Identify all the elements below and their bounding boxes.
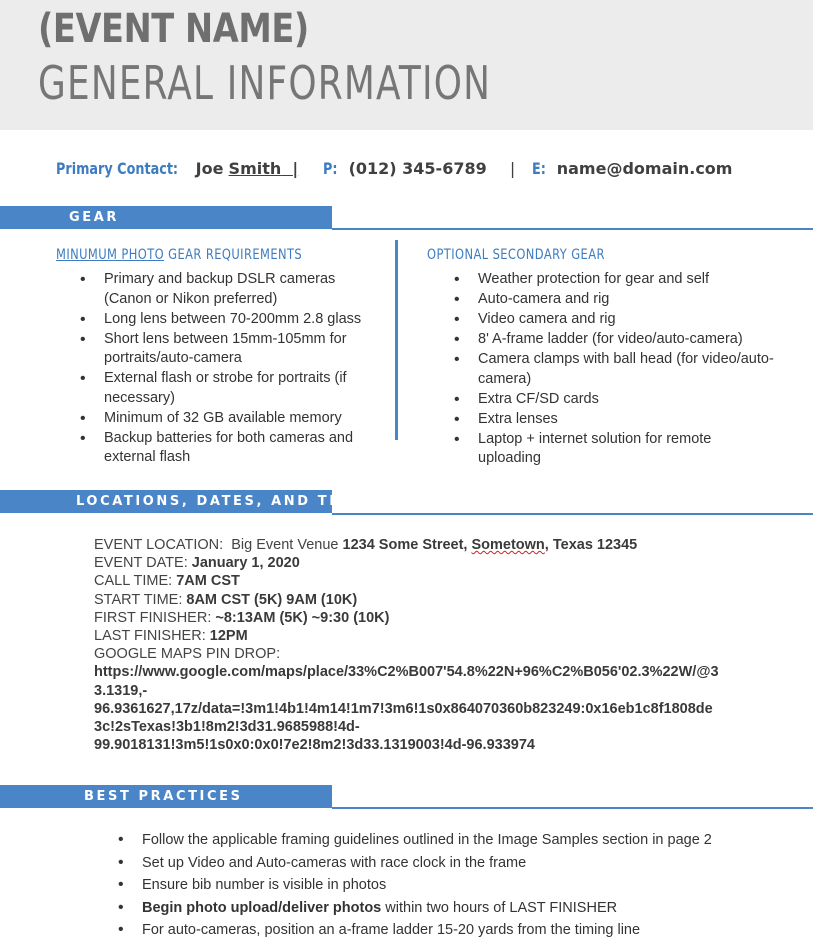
- list-item: • Follow the applicable framing guidelines outlined in the Image Samples section in page 2: [118, 829, 712, 852]
- gear-section-rule: [332, 228, 813, 230]
- list-item: • Backup batteries for both cameras and external flash: [80, 429, 380, 468]
- google-maps-url-line: 3c!2sTexas!3b1!8m2!3d31.9685988!4d-: [94, 719, 360, 736]
- email-label: E:: [532, 159, 547, 178]
- list-item: • Short lens between 15mm-105mm for portraits/auto-camera: [80, 330, 380, 369]
- google-maps-url-line: 99.9018131!3m5!1s0x0:0x0!7e2!8m2!3d33.1319003!4d-96.933974: [94, 737, 535, 754]
- email-address: name@domain.com: [556, 159, 733, 178]
- list-item: • Camera clamps with ball head (for video/auto-camera): [454, 350, 774, 389]
- list-item: • Auto-camera and rig: [454, 290, 774, 310]
- list-item: • Begin photo upload/deliver photos within two hours of LAST FINISHER: [118, 897, 712, 920]
- list-item: • Extra CF/SD cards: [454, 390, 774, 410]
- list-item: • Long lens between 70-200mm 2.8 glass: [80, 310, 380, 330]
- document-header: [0, 0, 813, 130]
- primary-contact-label: Primary Contact:: [56, 159, 179, 178]
- minimum-gear-heading: MINUMUM PHOTO GEAR REQUIREMENTS: [56, 247, 303, 263]
- list-item: • For auto-cameras, position an a-frame ladder 15-20 yards from the timing line: [118, 919, 712, 942]
- contact-name-first: Joe: [195, 159, 224, 178]
- column-divider: [395, 240, 398, 440]
- first-finisher-row: FIRST FINISHER: ~8:13AM (5K) ~9:30 (10K): [94, 609, 390, 626]
- phone-number: (012) 345-6789: [348, 159, 487, 178]
- phone-label: P:: [323, 159, 338, 178]
- event-date-row: EVENT DATE: January 1, 2020: [94, 555, 300, 572]
- locations-section-title: LOCATIONS, DATES, AND TIMES: [76, 494, 376, 509]
- last-finisher-row: LAST FINISHER: 12PM: [94, 628, 248, 645]
- list-item: • Weather protection for gear and self: [454, 270, 774, 290]
- best-practices-section-title: BEST PRACTICES: [84, 789, 243, 804]
- google-maps-url-line: https://www.google.com/maps/place/33%C2%B007'54.8%22N+96%C2%B056'02.3%22W/@3: [94, 664, 719, 681]
- gear-section-title: GEAR: [69, 210, 120, 225]
- list-item: • Set up Video and Auto-cameras with race clock in the frame: [118, 852, 712, 875]
- optional-gear-heading: OPTIONAL SECONDARY GEAR: [427, 247, 605, 263]
- list-item: • Primary and backup DSLR cameras (Canon or Nikon preferred): [80, 270, 380, 309]
- google-maps-url-line: 3.1319,-: [94, 682, 148, 699]
- optional-gear-list: [454, 270, 774, 469]
- list-item: • Laptop + internet solution for remote uploading: [454, 430, 774, 469]
- best-practices-section-rule: [332, 807, 813, 809]
- list-item: • Minimum of 32 GB available memory: [80, 409, 380, 429]
- google-maps-label: GOOGLE MAPS PIN DROP:: [94, 646, 281, 663]
- event-name-title: (EVENT NAME): [38, 6, 309, 52]
- contact-line: [56, 159, 732, 178]
- locations-details: [94, 536, 734, 754]
- divider-2: |: [509, 159, 516, 178]
- event-location-row: EVENT LOCATION: Big Event Venue 1234 Some Street, Sometown, Texas 12345: [94, 537, 638, 553]
- google-maps-url-line: 96.9361627,17z/data=!3m1!4b1!4m14!1m7!3m6!1s0x864070360b823249:0x16eb1c8f1808de: [94, 700, 713, 717]
- call-time-row: CALL TIME: 7AM CST: [94, 573, 240, 590]
- list-item: • Extra lenses: [454, 410, 774, 430]
- list-item: • 8' A-frame ladder (for video/auto-camera): [454, 330, 774, 350]
- locations-section-rule: [332, 513, 813, 515]
- list-item: • Ensure bib number is visible in photos: [118, 874, 712, 897]
- list-item: • Video camera and rig: [454, 310, 774, 330]
- gear-section-bar: [0, 206, 332, 229]
- list-item: • External flash or strobe for portraits (if necessary): [80, 369, 380, 408]
- minimum-gear-list: [80, 270, 380, 468]
- contact-name-last: Smith |: [228, 159, 299, 178]
- general-information-title: GENERAL INFORMATION: [38, 56, 492, 110]
- start-time-row: START TIME: 8AM CST (5K) 9AM (10K): [94, 591, 358, 608]
- best-practices-list: [118, 829, 712, 942]
